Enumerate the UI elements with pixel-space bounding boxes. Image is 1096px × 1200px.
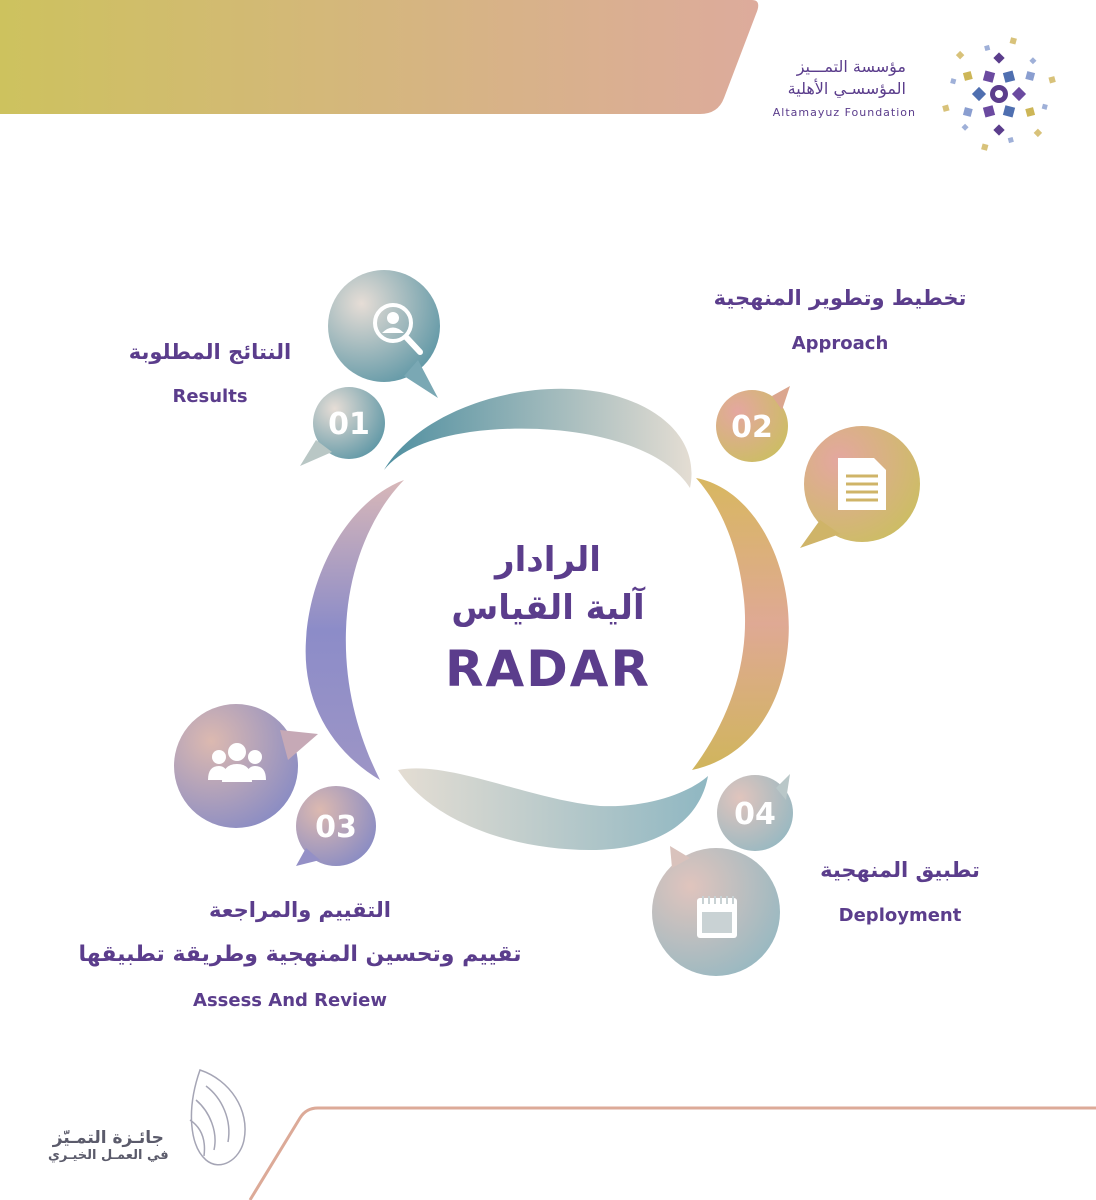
ring-segment-bottom [398,768,708,850]
award-line1: جائـزة التمـيّز [52,1128,164,1148]
step-03-number: 03 [315,810,357,845]
step-02-title-en: Approach [791,333,889,354]
ring-segment-left [306,480,404,780]
calendar-icon [697,896,737,938]
award-logo-text [48,1128,169,1163]
step-02-number: 02 [731,410,773,445]
step-01-title-en: Results [172,386,248,407]
step-03-title-en: Assess And Review [193,990,387,1011]
step-03-subtitle-ar: تقييم وتحسين المنهجية وطريقة تطبيقها [78,942,522,967]
award-calligraphy-emblem [190,1070,245,1165]
step-03-title-ar: التقييم والمراجعة [209,898,391,922]
center-subtitle-ar: آلية القياس [451,588,645,628]
foundation-name-ar-line2: المؤسسـي الأهلية [787,79,906,98]
step-03-number-bubble [296,786,376,866]
ring-segment-top [384,389,692,488]
step-01-title-ar: النتائج المطلوبة [128,340,292,364]
step-03-icon-bubble [174,704,318,828]
step-01-number-bubble [300,387,385,466]
document-icon [838,458,886,510]
step-04-icon-bubble [652,846,780,976]
step-01-number: 01 [328,407,370,442]
center-title-ar: الرادار [495,540,601,580]
foundation-name-ar-line1: مؤسسة التمـــيز [796,57,906,76]
step-01-icon-bubble [328,270,440,398]
step-04-title-ar: تطبيق المنهجية [820,858,980,882]
step-02-number-bubble [716,386,790,462]
foundation-name-en: Altamayuz Foundation [772,106,916,119]
step-04-number: 04 [734,797,776,832]
center-title-en: RADAR [445,640,651,698]
step-02-title-ar: تخطيط وتطوير المنهجية [713,286,967,310]
step-04-number-bubble [717,774,793,851]
step-02-icon-bubble [800,426,920,548]
footer-divider [250,1108,1096,1200]
step-04-title-en: Deployment [838,905,962,926]
award-line2: في العمـل الخيـري [48,1148,169,1163]
